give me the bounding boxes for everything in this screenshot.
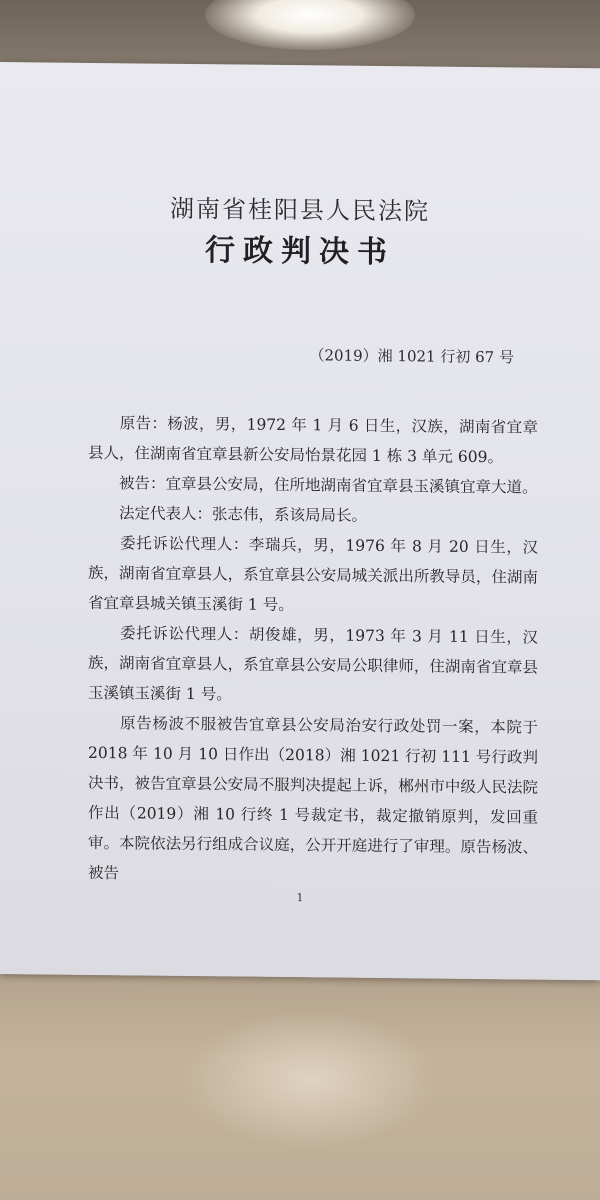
floor-reflection <box>180 1010 440 1150</box>
court-name: 湖南省桂阳县人民法院 <box>170 194 430 226</box>
document-title: 行政判决书 <box>205 233 395 271</box>
case-number: （2019）湘 1021 行初 67 号 <box>309 346 514 367</box>
page-number: 1 <box>296 891 304 905</box>
judgment-document-page <box>0 62 600 980</box>
paragraph-legal-representative: 法定代表人：张志伟，系该局局长。 <box>88 503 368 525</box>
paragraph-agent-2: 委托诉讼代理人：胡俊雄，男，1973 年 3 月 11 日生，汉族，湖南省宜章县人，系宜章县公安局公职律师，住湖南省宜章县玉溪镇玉溪街 1 号。 <box>88 623 538 704</box>
paragraph-agent-1: 委托诉讼代理人：李瑞兵，男，1976 年 8 月 20 日生，汉族，湖南省宜章县人，系宜章县公安局城关派出所教导员，住湖南省宜章县城关镇玉溪街 1 号。 <box>88 533 538 615</box>
paragraph-case-history: 原告杨波不服被告宜章县公安局治安行政处罚一案，本院于 2018 年 10 月 10 日作出（2018）湘 1021 行初 111 号行政判决书，被告宜章县公安局不服判决提起上诉，郴州市中级人民法院作出（2019）湘 10 行终 1 号裁定书，裁定撤销原判，发回重审。本院依法另行组成合议庭，公开开庭进行了审理。原告杨波、被告 <box>88 713 538 883</box>
paragraph-plaintiff: 原告：杨波，男，1972 年 1 月 6 日生，汉族，湖南省宜章县人，住湖南省宜章县新公安局怡景花园 1 栋 3 单元 609。 <box>88 413 538 467</box>
document-body <box>88 408 538 893</box>
paragraph-defendant: 被告：宜章县公安局，住所地湖南省宜章县玉溪镇宜章大道。 <box>88 473 538 497</box>
